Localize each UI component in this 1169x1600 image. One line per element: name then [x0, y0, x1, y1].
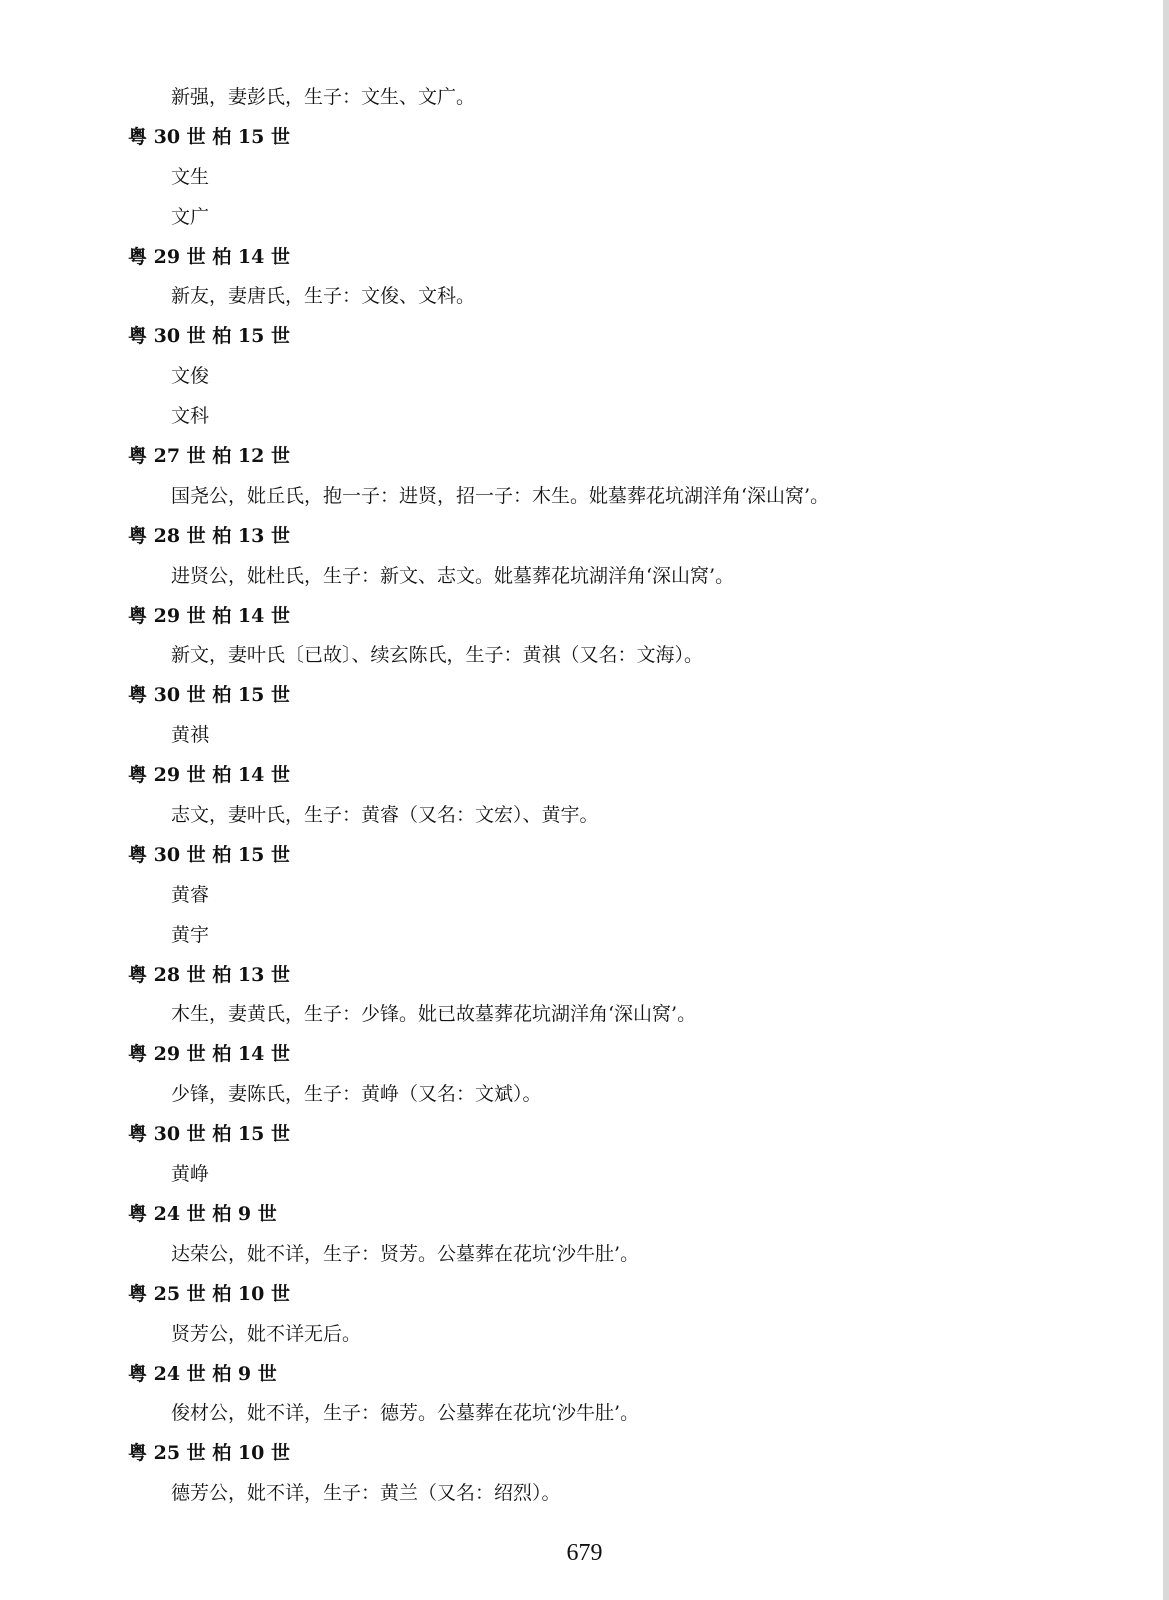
generation-heading: 粤 30 世 柏 15 世 — [128, 684, 290, 707]
genealogy-entry: 少锋，妻陈氏，生子：黄峥（又名：文斌）。 — [171, 1083, 542, 1106]
genealogy-entry: 进贤公，妣杜氏，生子：新文、志文。妣墓葬花坑湖洋角‘深山窝’。 — [171, 564, 735, 587]
genealogy-entry: 达荣公，妣不详，生子：贤芳。公墓葬在花坑‘沙牛肚’。 — [171, 1242, 640, 1265]
generation-heading: 粤 25 世 柏 10 世 — [128, 1282, 290, 1305]
genealogy-entry: 文生 — [171, 165, 210, 188]
genealogy-entry: 国尧公，妣丘氏，抱一子：进贤，招一子：木生。妣墓葬花坑湖洋角‘深山窝’。 — [171, 484, 830, 507]
generation-heading: 粤 30 世 柏 15 世 — [128, 1123, 290, 1146]
genealogy-entry: 文俊 — [171, 365, 210, 388]
genealogy-entry: 木生，妻黄氏，生子：少锋。妣已故墓葬花坑湖洋角‘深山窝’。 — [171, 1003, 697, 1026]
generation-heading: 粤 29 世 柏 14 世 — [128, 604, 290, 627]
genealogy-entry: 志文，妻叶氏，生子：黄睿（又名：文宏）、黄宇。 — [171, 804, 599, 827]
generation-heading: 粤 30 世 柏 15 世 — [128, 125, 290, 148]
genealogy-entry: 新文，妻叶氏〔已故〕、续玄陈氏，生子：黄祺（又名：文海）。 — [171, 644, 704, 667]
genealogy-entry: 俊材公，妣不详，生子：德芳。公墓葬在花坑‘沙牛肚’。 — [171, 1402, 640, 1425]
genealogy-text-body — [0, 78, 1169, 1514]
genealogy-entry: 德芳公，妣不详，生子：黄兰（又名：绍烈）。 — [171, 1482, 561, 1505]
generation-heading: 粤 30 世 柏 15 世 — [128, 843, 290, 866]
generation-heading: 粤 24 世 柏 9 世 — [128, 1202, 277, 1225]
generation-heading: 粤 24 世 柏 9 世 — [128, 1362, 277, 1385]
generation-heading: 粤 28 世 柏 13 世 — [128, 963, 290, 986]
genealogy-entry: 文广 — [171, 205, 210, 228]
genealogy-entry: 新友，妻唐氏，生子：文俊、文科。 — [171, 285, 476, 308]
generation-heading: 粤 28 世 柏 13 世 — [128, 524, 290, 547]
generation-heading: 粤 25 世 柏 10 世 — [128, 1442, 290, 1465]
genealogy-entry: 黄峥 — [171, 1163, 210, 1186]
page-number: 679 — [566, 1540, 603, 1566]
generation-heading: 粤 27 世 柏 12 世 — [128, 445, 290, 468]
generation-heading: 粤 29 世 柏 14 世 — [128, 764, 290, 787]
genealogy-entry: 贤芳公，妣不详无后。 — [171, 1322, 362, 1345]
genealogy-entry: 黄祺 — [171, 724, 210, 747]
genealogy-entry: 黄宇 — [171, 923, 210, 946]
genealogy-entry: 文科 — [171, 405, 210, 428]
genealogy-entry: 新强，妻彭氏，生子：文生、文广。 — [171, 86, 476, 108]
generation-heading: 粤 30 世 柏 15 世 — [128, 325, 290, 348]
genealogy-entry: 黄睿 — [171, 883, 210, 906]
generation-heading: 粤 29 世 柏 14 世 — [128, 245, 290, 268]
generation-heading: 粤 29 世 柏 14 世 — [128, 1043, 290, 1066]
